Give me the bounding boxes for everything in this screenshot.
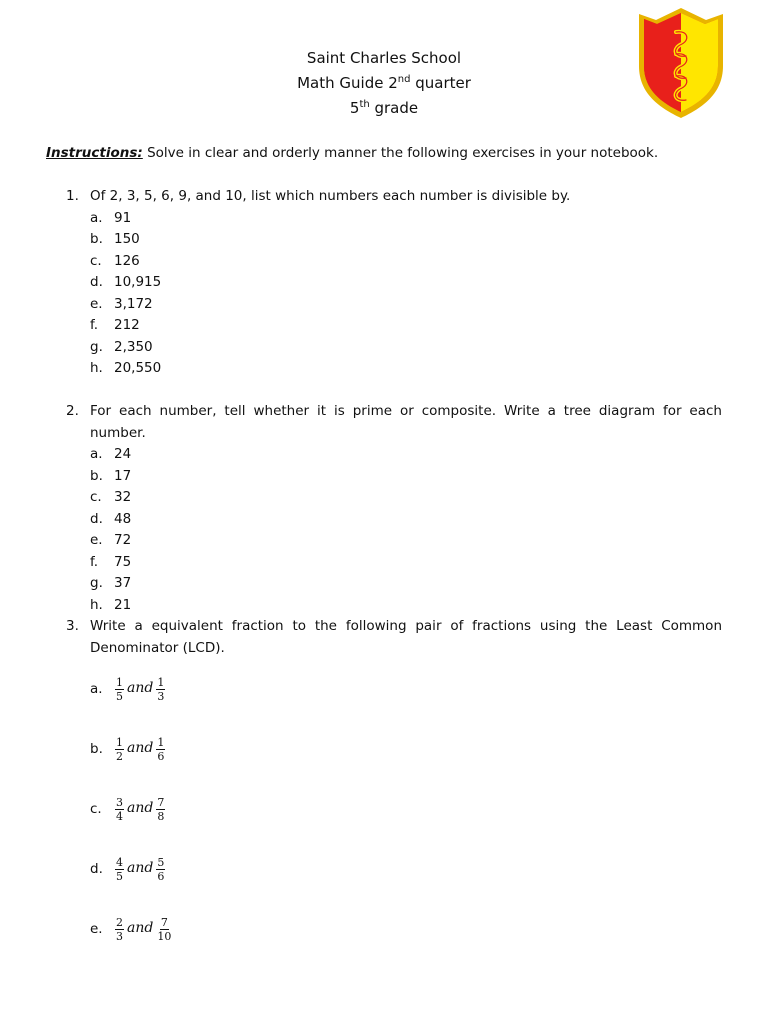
list-item: f. 212 xyxy=(90,317,140,333)
list-item: a. $\frac{1}{5}$ and $\frac{1}{3}$ xyxy=(90,667,722,727)
question-number: 1. xyxy=(66,188,79,204)
fraction-list xyxy=(66,667,722,967)
instructions-text: Solve in clear and orderly manner the following exercises in your notebook. xyxy=(142,145,659,161)
answer-list xyxy=(66,208,722,380)
list-item: a. 91 xyxy=(90,209,132,226)
question-number: 2. xyxy=(66,403,79,419)
question-text: For each number, tell whether it is prime or composite. Write a tree diagram for each number. xyxy=(90,403,722,441)
fraction: $\frac{4}{5}$ xyxy=(116,855,123,883)
question-text: Write a equivalent fraction to the following pair of fractions using the Least Common Denominator (LCD). xyxy=(90,618,722,656)
question-1 xyxy=(66,186,722,380)
list-item: b. $\frac{1}{2}$ and $\frac{1}{6}$ xyxy=(90,727,722,787)
fraction-pair: $\frac{2}{3}$ and $\frac{7}{10}$ xyxy=(116,915,172,943)
list-item: d. 48 xyxy=(90,510,132,527)
grade-label: 5th grade xyxy=(349,99,419,117)
list-item: g. 37 xyxy=(90,575,132,591)
list-item: e. 72 xyxy=(90,532,132,548)
answer-list xyxy=(66,444,722,616)
fraction: $\frac{1}{6}$ xyxy=(157,735,165,763)
list-item: b. 150 xyxy=(90,231,140,247)
list-item: f. 75 xyxy=(90,553,132,570)
fraction: $\frac{3}{4}$ xyxy=(116,795,123,823)
list-item: c. 32 xyxy=(90,489,132,505)
instructions-lead: Instructions: xyxy=(46,145,143,161)
fraction: $\frac{5}{6}$ xyxy=(157,855,165,883)
question-number: 3. xyxy=(66,618,79,634)
school-crest-shield-icon xyxy=(636,6,726,120)
list-item: b. 17 xyxy=(90,467,132,484)
list-item: d. $\frac{4}{5}$ and $\frac{5}{6}$ xyxy=(90,847,722,907)
list-item: h. 20,550 xyxy=(90,360,162,376)
school-name: Saint Charles School xyxy=(306,49,462,67)
guide-title: Math Guide 2nd quarter xyxy=(297,74,471,92)
fraction: $\frac{1}{5}$ xyxy=(116,675,123,703)
list-item: c. $\frac{3}{4}$ and $\frac{7}{8}$ xyxy=(90,787,722,847)
fraction-pair: $\frac{1}{2}$ and $\frac{1}{6}$ xyxy=(116,735,165,763)
question-text: Of 2, 3, 5, 6, 9, and 10, list which numbers each number is divisible by. xyxy=(90,188,571,204)
fraction: $\frac{2}{3}$ xyxy=(116,915,123,943)
instructions xyxy=(46,142,736,164)
fraction: $\frac{1}{3}$ xyxy=(157,675,165,703)
question-2 xyxy=(66,401,722,616)
fraction-pair: $\frac{1}{5}$ and $\frac{1}{3}$ xyxy=(116,675,165,703)
list-item: a. 24 xyxy=(90,446,132,462)
fraction: $\frac{7}{10}$ xyxy=(157,915,172,943)
list-item: h. 21 xyxy=(90,596,132,613)
fraction: $\frac{7}{8}$ xyxy=(157,795,165,823)
list-item: d. 10,915 xyxy=(90,274,162,290)
fraction: $\frac{1}{2}$ xyxy=(116,735,123,763)
list-item: e. $\frac{2}{3}$ and $\frac{7}{10}$ xyxy=(90,907,722,967)
list-item: g. 2,350 xyxy=(90,338,153,355)
list-item: c. 126 xyxy=(90,252,140,269)
question-3 xyxy=(66,616,722,967)
fraction-pair: $\frac{3}{4}$ and $\frac{7}{8}$ xyxy=(116,795,165,823)
fraction-pair: $\frac{4}{5}$ and $\frac{5}{6}$ xyxy=(116,855,165,883)
list-item: e. 3,172 xyxy=(90,295,153,312)
